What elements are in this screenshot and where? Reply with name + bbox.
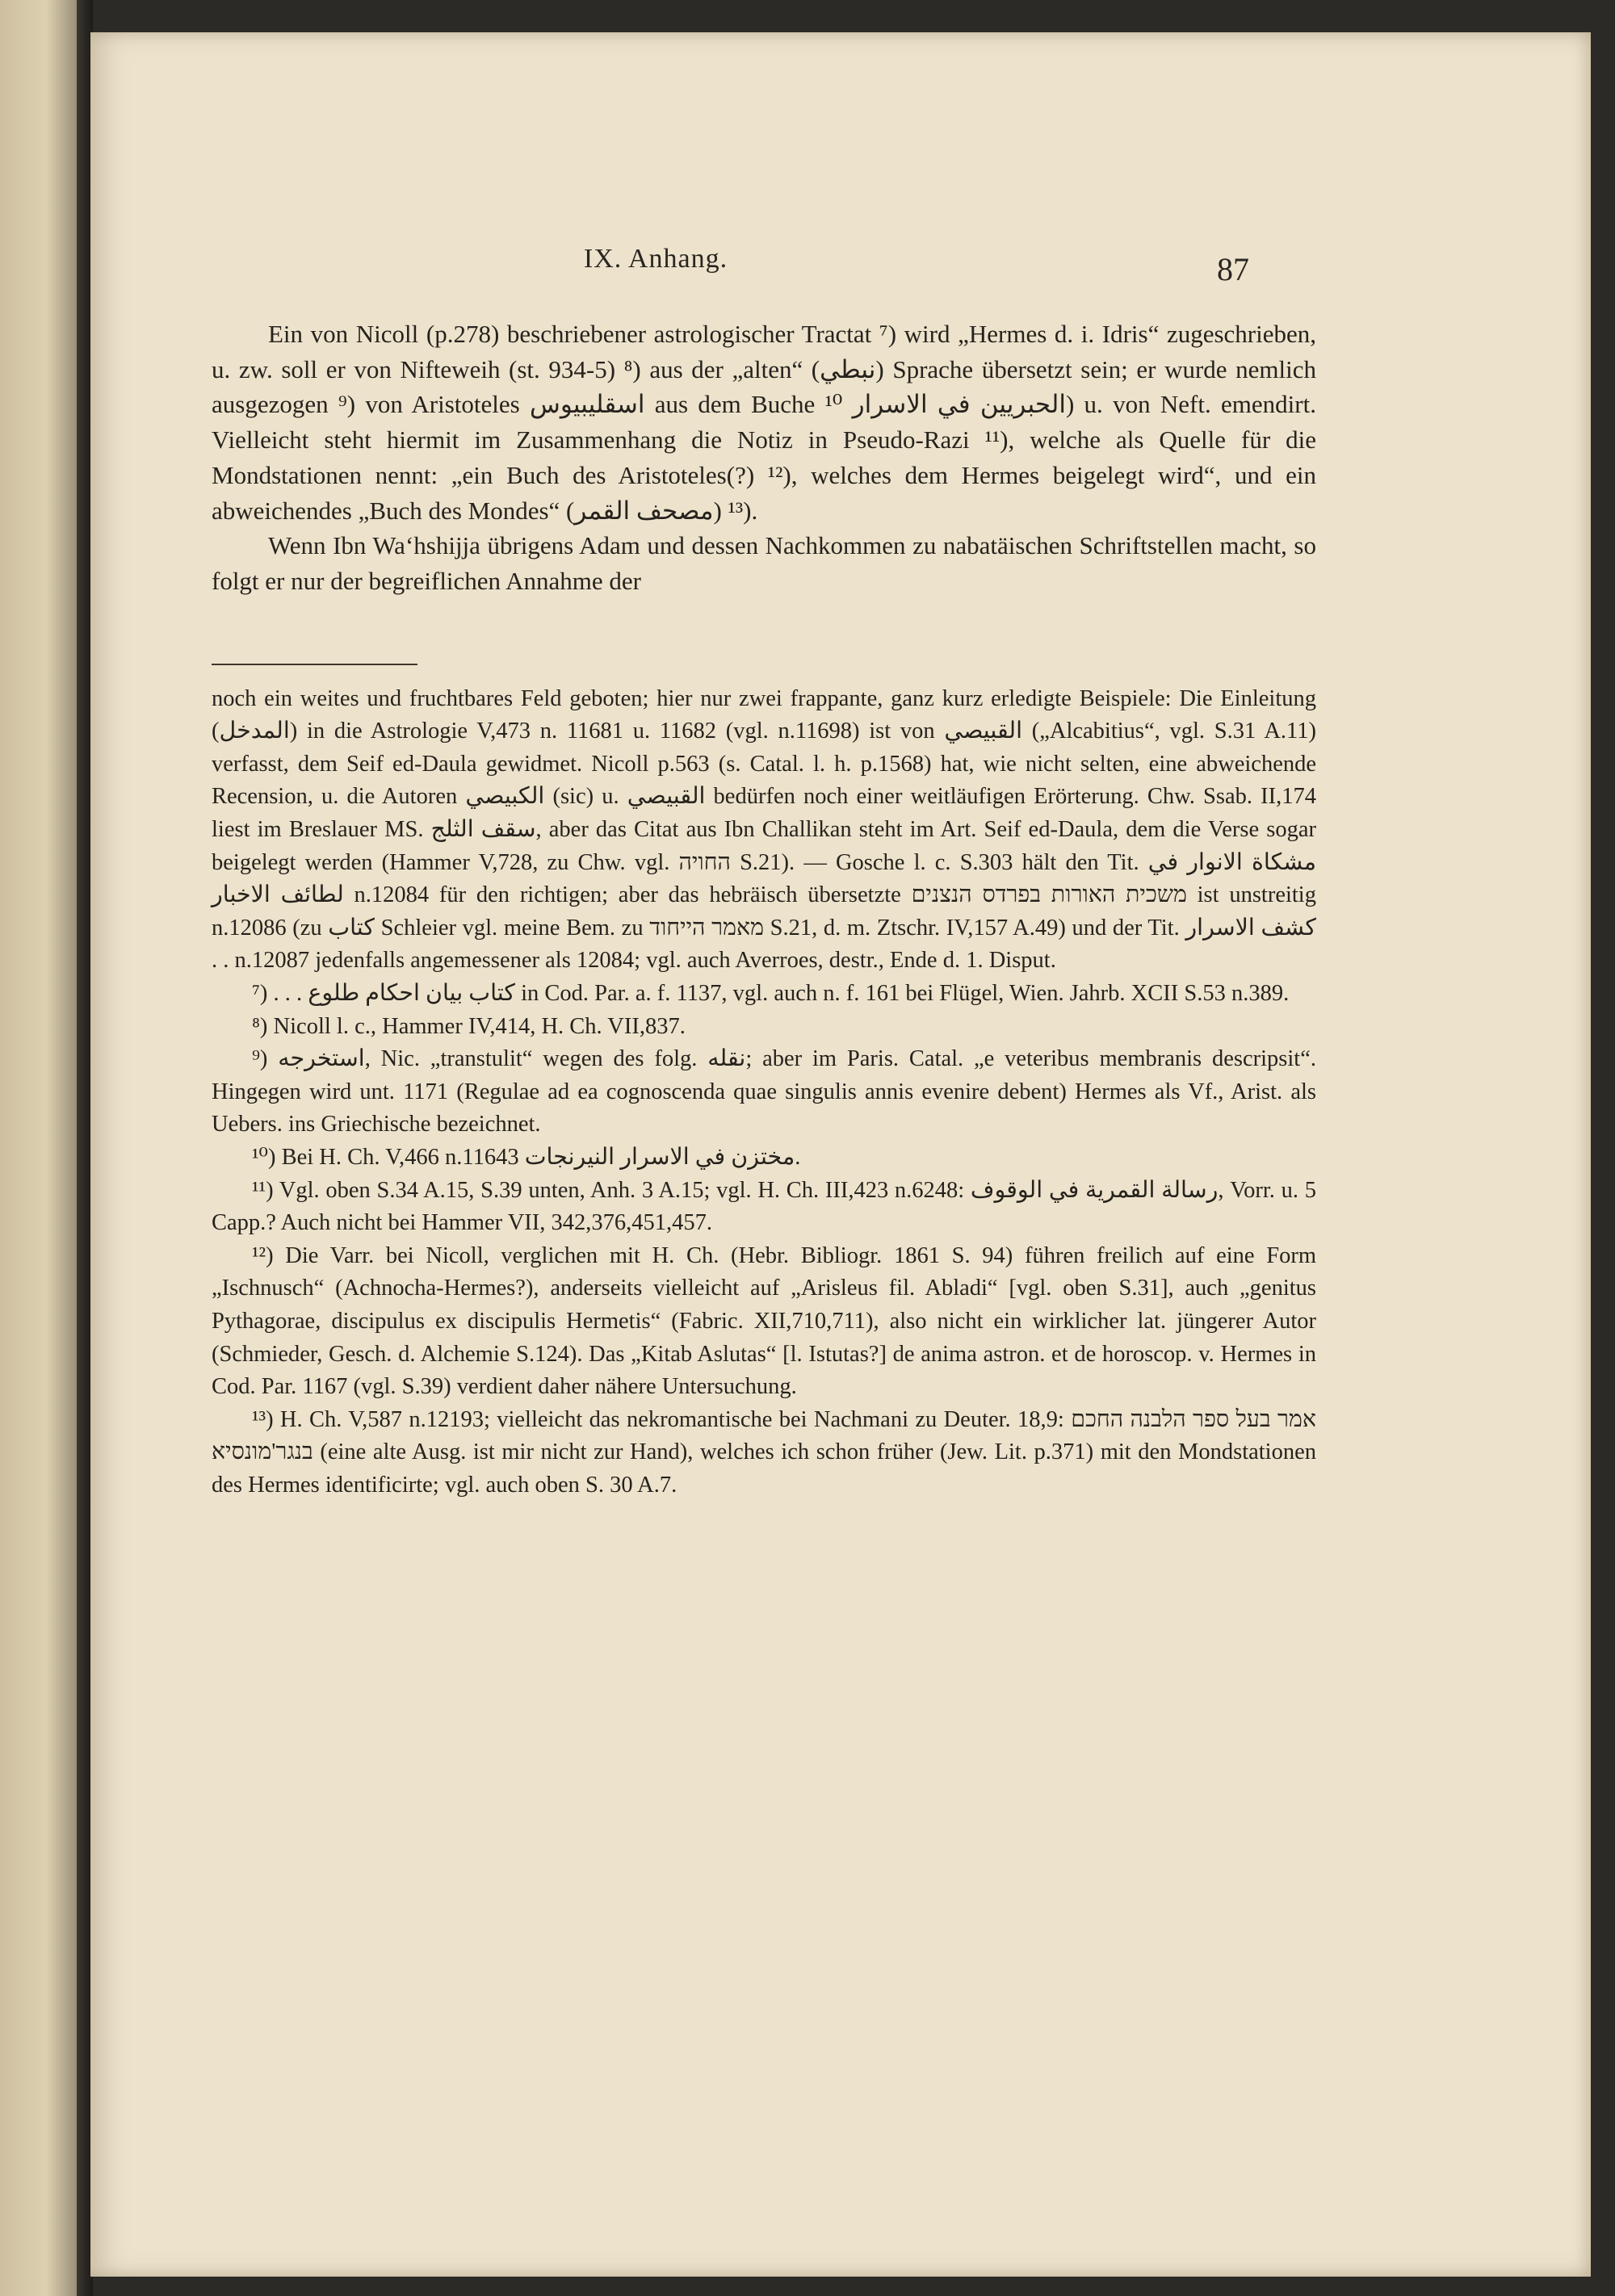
footnote-rule xyxy=(212,664,417,665)
footnote: ¹²) Die Varr. bei Nicoll, verglichen mit H. Ch. (Hebr. Bibliogr. 1861 S. 94) führen freilich auf eine Form „Ischnusch“ (Achnocha-Hermes?), anderseits vielleicht auf „Arisleus fil. Abladi“ [vgl. oben S.31], auch „genitus Pythagorae, discipulus ex discipulis Hermetis“ (Fabric. XII,710,711), also nicht ein wirklicher lat. jüngerer Autor (Schmieder, Gesch. d. Alchemie S.124). Das „Kitab Aslutas“ [l. Istutas?] de anima astron. et de horoscop. v. Hermes in Cod. Par. 1167 (vgl. S.39) verdient daher nähere Untersuchung. xyxy=(212,1242,1316,1400)
footnote-continuation: noch ein weites und fruchtbares Feld geboten; hier nur zwei frappante, ganz kurz erledigte Beispiele: Die Einleitung (المدخل) in die Astrologie V,473 n. 11681 u. 11682 (vgl. n.11698) ist von القبيصي („Alcabitius“, vgl. S.31 A.11) verfasst, dem Seif ed-Daula gewidmet. Nicoll p.563 (s. Catal. l. h. p.1568) hat, wie nicht selten, eine abweichende Recension, u. die Autoren الكبيصي (sic) u. القبيصي bedürfen noch einer weitläufigen Erörterung. Chw. Ssab. II,174 liest im Breslauer MS. سقف الثلج, aber das Citat aus Ibn Challikan steht im Art. Seif ed-Daula, dem die Verse sogar beigelegt werden (Hammer V,728, zu Chw. vgl. החויה S.21). — Gosche l. c. S.303 hält den Tit. مشكاة الانوار في لطائف الاخبار n.12084 für den richtigen; aber das hebräisch übersetzte משכית האורות בפרדס הנצנים ist unstreitig n.12086 (zu كتاب Schleier vgl. meine Bem. zu מאמר הייחוד S.21, d. m. Ztschr. IV,157 A.49) und der Tit. كشف الاسرار . . n.12087 jedenfalls angemessener als 12084; vgl. auch Averroes, destr., Ende d. 1. Disput. xyxy=(212,685,1316,974)
footnote: ¹³) H. Ch. V,587 n.12193; vielleicht das nekromantische bei Nachmani zu Deuter. 18,9: אמר בעל ספר הלבנה החכם בנגר'מונסיא (eine alte Ausg. ist mir nicht zur Hand), welches ich schon früher (Jew. Lit. p.371) mit den Mondstationen des Hermes identificirte; vgl. auch oben S. 30 A.7. xyxy=(212,1406,1317,1498)
footnote: ¹¹) Vgl. oben S.34 A.15, S.39 unten, Anh. 3 A.15; vgl. H. Ch. III,423 n.6248: رسالة القمرية في الوقوف, Vorr. u. 5 Capp.? Auch nicht bei Hammer VII, 342,376,451,457. xyxy=(212,1177,1316,1236)
page-content xyxy=(212,316,1316,1502)
paragraph: Wenn Ibn Wa‘hshijja übrigens Adam und dessen Nachkommen zu nabatäischen Schriftstellen macht, so folgt er nur der begreiflichen Annahme der xyxy=(212,531,1316,595)
main-text xyxy=(212,316,1316,599)
page xyxy=(90,32,1591,2277)
footnote: ⁷) . . . كتاب بيان احكام طلوع in Cod. Par. a. f. 1137, vgl. auch n. f. 161 bei Flügel, Wien. Jahrb. XCII S.53 n.389. xyxy=(252,980,1290,1006)
footnote: ⁹) استخرجه, Nic. „transtulit“ wegen des folg. نقله; aber im Paris. Catal. „e veteribus membranis descripsit“. Hingegen wird unt. 1171 (Regulae ad ea cognoscenda quae singulis annis evenire debent) Hermes als Vf., Arist. als Uebers. ins Griechische bezeichnet. xyxy=(212,1046,1316,1138)
page-number: 87 xyxy=(1217,251,1249,287)
left-page-edge xyxy=(0,0,77,2296)
footnote: ¹⁰) Bei H. Ch. V,466 n.11643 مختزن في الاسرار النيرنجات. xyxy=(252,1144,801,1170)
footnotes xyxy=(212,683,1316,1502)
running-head: IX. Anhang. xyxy=(583,244,728,274)
footnote: ⁸) Nicoll l. c., Hammer IV,414, H. Ch. VII,837. xyxy=(252,1013,686,1039)
paragraph: Ein von Nicoll (p.278) beschriebener astrologischer Tractat ⁷) wird „Hermes d. i. Idris“ zugeschrieben, u. zw. soll er von Nifteweih (st. 934-5) ⁸) aus der „alten“ (نبطي) Sprache übersetzt sein; er wurde nemlich ausgezogen ⁹) von Aristoteles اسقليبيوس aus dem Buche الحبريين في الاسرار ¹⁰) u. von Neft. emendirt. Vielleicht steht hiermit im Zusammenhang die Notiz in Pseudo-Razi ¹¹), welche als Quelle für die Mondstationen nennt: „ein Buch des Aristoteles(?) ¹²), welches dem Hermes beigelegt wird“, und ein abweichendes „Buch des Mondes“ (مصحف القمر) ¹³). xyxy=(212,320,1316,525)
